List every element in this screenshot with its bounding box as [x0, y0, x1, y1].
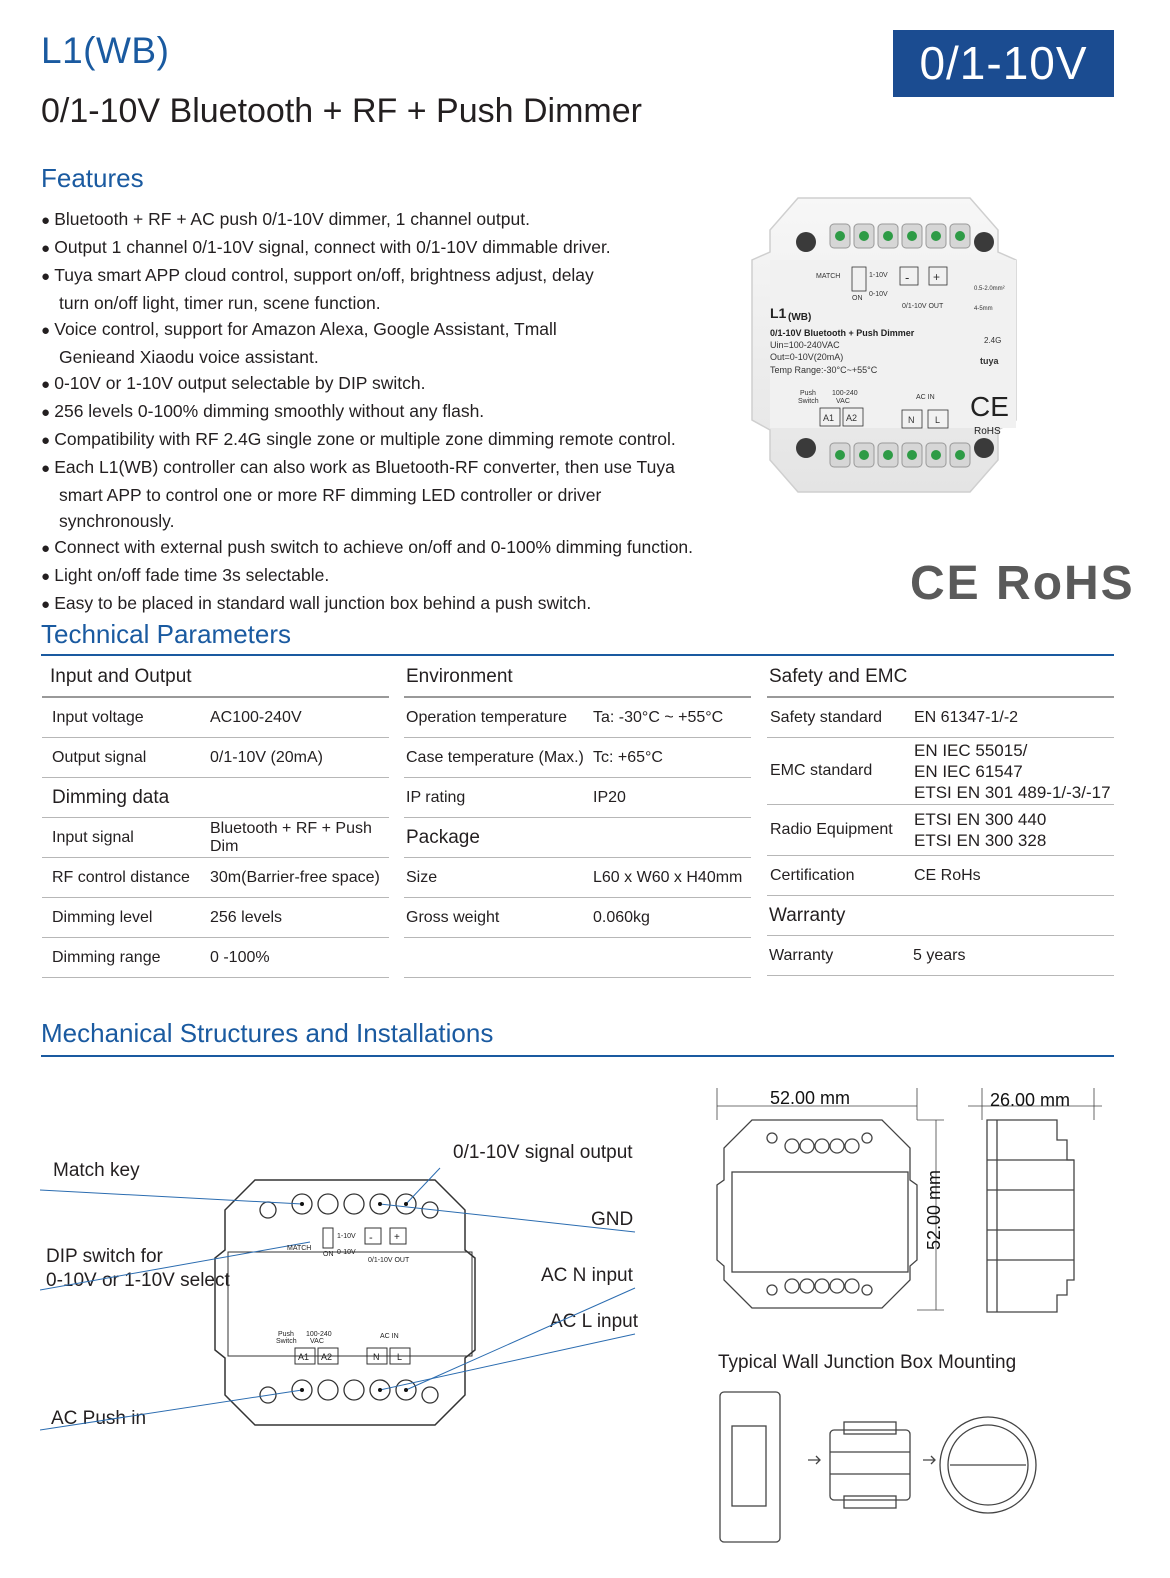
feature-item: ● Compatibility with RF 2.4G single zone or multiple zone dimming remote control.	[41, 426, 761, 454]
device-label: ON	[852, 295, 863, 302]
device-label: L	[935, 415, 941, 425]
table-row: Size L60 x W60 x H40mm	[404, 858, 751, 898]
table-row: Dimming range 0 -100%	[42, 938, 389, 978]
device-label: A2	[846, 413, 858, 423]
dim-height: 52.00 mm	[924, 1169, 944, 1251]
label-ac-l: AC L input	[550, 1311, 639, 1332]
feature-item: ● Connect with external push switch to achieve on/off and 0-100% dimming function.	[41, 534, 761, 562]
device-label: VAC	[836, 398, 850, 405]
diagram-label: -	[369, 1232, 373, 1244]
section-header: Dimming data	[42, 778, 389, 818]
tech-col-environment	[404, 658, 751, 978]
product-subtitle: 0/1-10V Bluetooth + RF + Push Dimmer	[41, 92, 642, 130]
device-label: 0.5-2.0mm²	[974, 286, 1005, 292]
voltage-badge: 0/1-10V	[893, 30, 1114, 97]
mounting-title: Typical Wall Junction Box Mounting	[718, 1352, 1017, 1373]
ce-rohs-logo	[910, 556, 1135, 611]
device-spec: Out=0-10V(20mA)	[770, 352, 844, 362]
table-row	[404, 938, 751, 978]
diagram-label: AC IN	[380, 1333, 399, 1340]
diagram-label: Push	[278, 1331, 294, 1338]
table-row: Certification CE RoHs	[767, 856, 1114, 896]
device-label: Push	[800, 390, 816, 397]
feature-item: ● Each L1(WB) controller can also work as Bluetooth-RF converter, then use Tuya smart APP to control one or more RF dimming LED controller or driver synchronously.	[41, 454, 679, 534]
mech-heading: Mechanical Structures and Installations	[41, 1018, 494, 1048]
section-header: Input and Output	[42, 658, 389, 698]
ce-logo: CE	[910, 557, 981, 610]
section-header: Safety and EMC	[767, 658, 1114, 698]
device-label: Switch	[798, 398, 819, 405]
device-label: 4-5mm	[974, 306, 993, 312]
label-match-key: Match key	[53, 1160, 140, 1181]
diagram-label: +	[394, 1232, 400, 1243]
diagram-label: 1-10V	[337, 1233, 356, 1240]
table-row: Dimming level 256 levels	[42, 898, 389, 938]
device-desc: 0/1-10V Bluetooth + Push Dimmer	[770, 328, 915, 338]
device-label: A1	[823, 413, 835, 423]
table-row: Warranty 5 years	[767, 936, 1114, 976]
tech-rule	[41, 654, 1114, 656]
diagram-label: 100-240	[306, 1331, 332, 1338]
tuya-logo: tuya	[980, 356, 999, 366]
diagram-label: Switch	[276, 1338, 297, 1345]
device-model: L1	[770, 305, 787, 321]
device-label: 2.4G	[984, 336, 1002, 345]
diagram-label: A2	[321, 1352, 333, 1362]
device-label: 1-10V	[869, 272, 888, 279]
feature-item: ● 0-10V or 1-10V output selectable by DIP switch.	[41, 370, 761, 398]
section-header: Environment	[404, 658, 751, 698]
label-signal-output: 0/1-10V signal output	[453, 1142, 633, 1163]
product-model-title: L1(WB)	[41, 30, 170, 71]
device-label: 100-240	[832, 390, 858, 397]
label-gnd: GND	[591, 1209, 634, 1230]
dim-width: 52.00 mm	[770, 1088, 851, 1108]
product-photo	[748, 190, 1020, 496]
label-ac-n: AC N input	[541, 1265, 633, 1286]
device-spec: Temp Range:-30°C~+55°C	[770, 365, 878, 375]
device-label: 0-10V	[869, 291, 888, 298]
diagram-label: 0/1-10V OUT	[368, 1257, 410, 1264]
mech-rule	[41, 1055, 1114, 1057]
tech-heading: Technical Parameters	[41, 619, 291, 649]
device-label: 0/1-10V OUT	[902, 303, 944, 310]
device-label: +	[933, 270, 941, 284]
diagram-label: N	[373, 1352, 380, 1362]
rohs-logo: RoHS	[996, 557, 1135, 610]
mounting-illustration	[718, 1390, 1058, 1550]
device-ce-mark: CE	[970, 391, 1009, 422]
device-label: AC IN	[916, 394, 935, 401]
feature-item: ● Output 1 channel 0/1-10V signal, connect with 0/1-10V dimmable driver.	[41, 234, 761, 262]
device-label: -	[905, 270, 910, 285]
label-dip-switch: DIP switch for	[46, 1246, 163, 1267]
table-row: EMC standard EN IEC 55015/ EN IEC 61547 ETSI EN 301 489-1/-3/-17	[767, 738, 1114, 805]
dim-depth: 26.00 mm	[990, 1090, 1071, 1110]
feature-item: ● Light on/off fade time 3s selectable.	[41, 562, 761, 590]
table-row: Safety standard EN 61347-1/-2	[767, 698, 1114, 738]
device-label: MATCH	[816, 273, 841, 280]
feature-item: ● Bluetooth + RF + AC push 0/1-10V dimmer, 1 channel output.	[41, 206, 761, 234]
feature-item: ● Voice control, support for Amazon Alexa, Google Assistant, Tmall Genieand Xiaodu voice assistant.	[41, 316, 579, 370]
diagram-label: MATCH	[287, 1245, 312, 1252]
label-dip-switch-2: 0-10V or 1-10V select	[46, 1270, 230, 1291]
diagram-label: L	[397, 1352, 403, 1362]
table-row: Output signal 0/1-10V (20mA)	[42, 738, 389, 778]
section-header: Warranty	[767, 896, 1114, 936]
features-list	[41, 206, 761, 618]
table-row: Case temperature (Max.) Tc: +65°C	[404, 738, 751, 778]
table-row: RF control distance 30m(Barrier-free space)	[42, 858, 389, 898]
tech-col-safety	[767, 658, 1114, 976]
table-row: Input voltage AC100-240V	[42, 698, 389, 738]
table-row: IP rating IP20	[404, 778, 751, 818]
device-spec: Uin=100-240VAC	[770, 340, 840, 350]
label-ac-push: AC Push in	[51, 1408, 147, 1429]
table-row: Operation temperature Ta: -30°C ~ +55°C	[404, 698, 751, 738]
section-header: Package	[404, 818, 751, 858]
device-rohs-mark: RoHS	[974, 426, 1001, 437]
table-row: Input signal Bluetooth + RF + Push Dim	[42, 818, 389, 858]
features-heading: Features	[41, 163, 144, 193]
diagram-label: 0-10V	[337, 1249, 356, 1256]
feature-item: ● Tuya smart APP cloud control, support on/off, brightness adjust, delay turn on/off light, timer run, scene function.	[41, 262, 619, 316]
dimension-drawing	[712, 1080, 1114, 1320]
diagram-label: VAC	[310, 1338, 324, 1345]
device-model-sub: (WB)	[788, 312, 812, 323]
wiring-diagram	[40, 1140, 645, 1440]
diagram-label: ON	[323, 1251, 334, 1258]
device-label: N	[908, 415, 915, 425]
feature-item: ● 256 levels 0-100% dimming smoothly without any flash.	[41, 398, 761, 426]
feature-item: ● Easy to be placed in standard wall junction box behind a push switch.	[41, 590, 761, 618]
table-row: Gross weight 0.060kg	[404, 898, 751, 938]
diagram-label: A1	[298, 1352, 310, 1362]
table-row: Radio Equipment ETSI EN 300 440 ETSI EN 300 328	[767, 805, 1114, 856]
tech-col-input-output	[42, 658, 389, 978]
